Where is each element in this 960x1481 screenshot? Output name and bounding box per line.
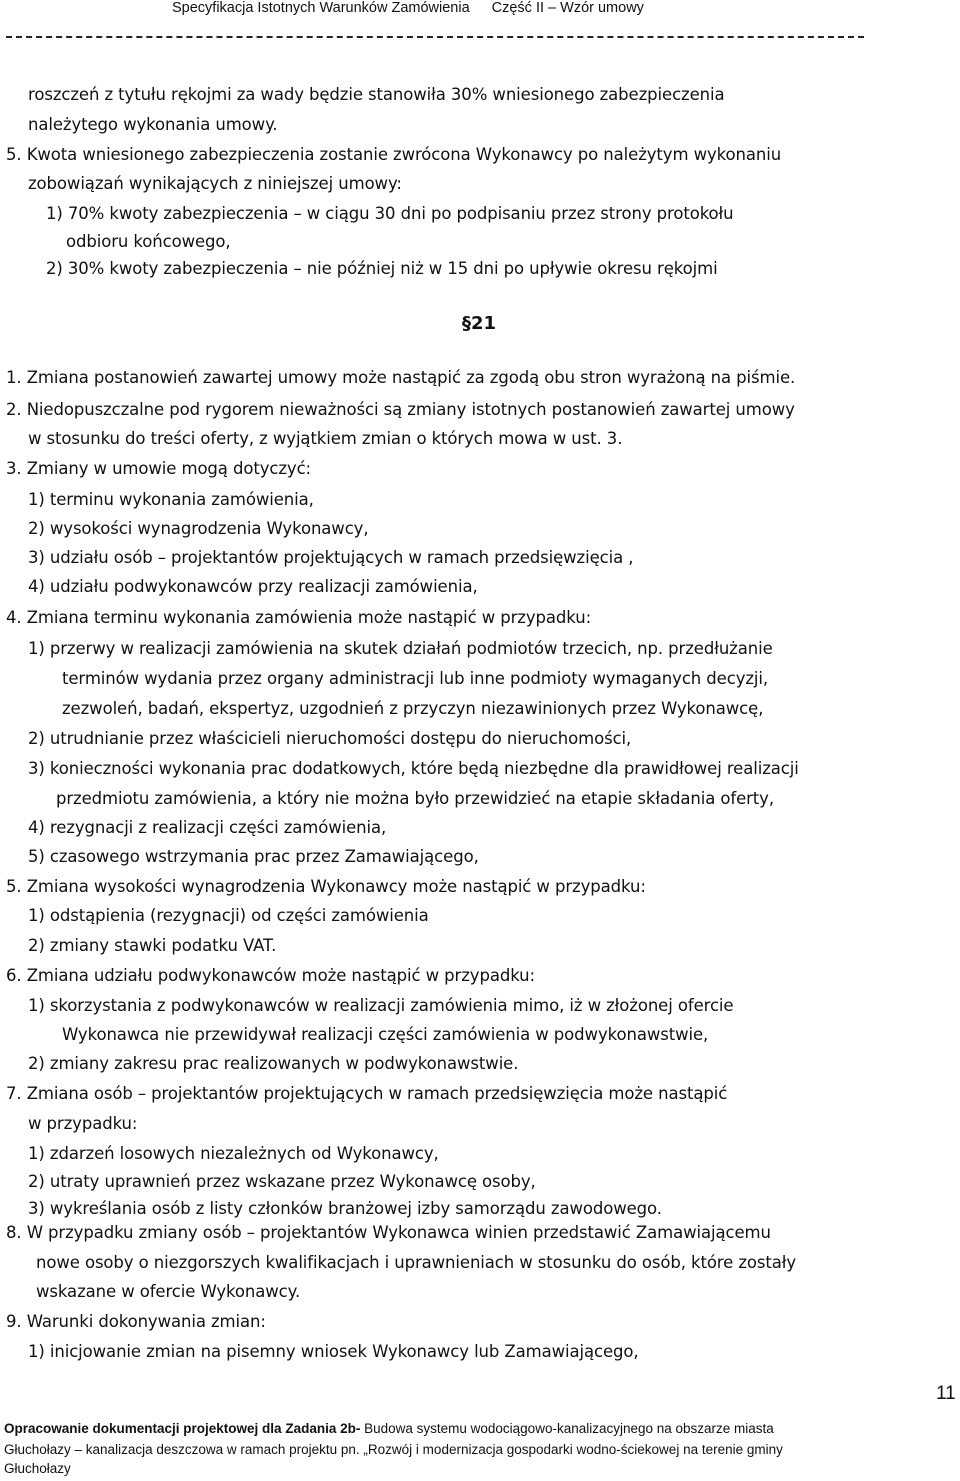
text-line: terminów wydania przez organy administracji lub inne podmioty wymaganych decyzji, xyxy=(62,669,769,688)
page-number: 11 xyxy=(936,1383,956,1404)
text-line: 8. W przypadku zmiany osób – projektantów Wykonawca winien przedstawić Zamawiającemu xyxy=(6,1223,771,1242)
section-number: §21 xyxy=(462,313,497,334)
text-line: 1) skorzystania z podwykonawców w realizacji zamówienia mimo, iż w złożonej ofercie xyxy=(28,996,734,1015)
text-line: Wykonawca nie przewidywał realizacji części zamówienia w podwykonawstwie, xyxy=(62,1025,709,1044)
text-line: odbioru końcowego, xyxy=(66,232,231,251)
text-line: 2) wysokości wynagrodzenia Wykonawcy, xyxy=(28,519,369,538)
text-line: 5) czasowego wstrzymania prac przez Zamawiającego, xyxy=(28,847,479,866)
text-line: 9. Warunki dokonywania zmian: xyxy=(6,1312,266,1331)
text-line: 1) 70% kwoty zabezpieczenia – w ciągu 30 dni po podpisaniu przez strony protokołu xyxy=(46,204,734,223)
text-line: 1) inicjowanie zmian na pisemny wniosek Wykonawcy lub Zamawiającego, xyxy=(28,1342,639,1361)
text-line: 1) odstąpienia (rezygnacji) od części zamówienia xyxy=(28,906,429,925)
footer-project-title: Opracowanie dokumentacji projektowej dla Zadania 2b- xyxy=(4,1421,361,1436)
text-line: 2) 30% kwoty zabezpieczenia – nie później niż w 15 dni po upływie okresu rękojmi xyxy=(46,259,718,278)
text-line: 3. Zmiany w umowie mogą dotyczyć: xyxy=(6,459,311,478)
text-line: przedmiotu zamówienia, a który nie można było przewidzieć na etapie składania oferty, xyxy=(56,789,774,808)
text-line: 1) zdarzeń losowych niezależnych od Wykonawcy, xyxy=(28,1144,439,1163)
text-line: nowe osoby o niezgorszych kwalifikacjach i uprawnieniach w stosunku do osób, które zostały xyxy=(36,1253,797,1272)
header-title: Specyfikacja Istotnych Warunków Zamówienia xyxy=(172,0,470,16)
text-line: w przypadku: xyxy=(28,1114,138,1133)
text-line: 6. Zmiana udziału podwykonawców może nastąpić w przypadku: xyxy=(6,966,535,985)
text-line: 5. Zmiana wysokości wynagrodzenia Wykonawcy może nastąpić w przypadku: xyxy=(6,877,646,896)
text-line: w stosunku do treści oferty, z wyjątkiem zmian o których mowa w ust. 3. xyxy=(28,429,623,448)
text-line: 3) wykreślania osób z listy członków branżowej izby samorządu zawodowego. xyxy=(28,1199,662,1218)
text-line: 3) udziału osób – projektantów projektujących w ramach przedsięwzięcia , xyxy=(28,548,634,567)
text-line: należytego wykonania umowy. xyxy=(28,115,278,134)
text-line: 2) zmiany stawki podatku VAT. xyxy=(28,936,277,955)
footer-line-2: Głuchołazy – kanalizacja deszczowa w ramach projektu pn. „Rozwój i modernizacja gospodarki wodno-ściekowej na terenie gminy xyxy=(4,1442,783,1457)
text-line: 2) zmiany zakresu prac realizowanych w podwykonawstwie. xyxy=(28,1054,519,1073)
header-part: Część II – Wzór umowy xyxy=(491,0,644,16)
text-line: 4) udziału podwykonawców przy realizacji zamówienia, xyxy=(28,577,478,596)
text-line: 2. Niedopuszczalne pod rygorem nieważności są zmiany istotnych postanowień zawartej umowy xyxy=(6,400,795,419)
text-line: 4. Zmiana terminu wykonania zamówienia może nastąpić w przypadku: xyxy=(6,608,592,627)
text-line: 2) utrudnianie przez właścicieli nieruchomości dostępu do nieruchomości, xyxy=(28,729,632,748)
text-line: roszczeń z tytułu rękojmi za wady będzie stanowiła 30% wniesionego zabezpieczenia xyxy=(28,85,725,104)
footer-line-1 xyxy=(4,1419,774,1439)
text-line: zobowiązań wynikających z niniejszej umowy: xyxy=(28,174,402,193)
footer-line-1-text: Budowa systemu wodociągowo-kanalizacyjnego na obszarze miasta xyxy=(360,1421,774,1436)
text-line: 1) terminu wykonania zamówienia, xyxy=(28,490,314,509)
text-line: wskazane w ofercie Wykonawcy. xyxy=(36,1282,301,1301)
text-line: 3) konieczności wykonania prac dodatkowych, które będą niezbędne dla prawidłowej realizacji xyxy=(28,759,799,778)
text-line: 1) przerwy w realizacji zamówienia na skutek działań podmiotów trzecich, np. przedłużanie xyxy=(28,639,773,658)
text-line: 2) utraty uprawnień przez wskazane przez Wykonawcę osoby, xyxy=(28,1172,536,1191)
header-rule xyxy=(6,36,864,38)
text-line: 5. Kwota wniesionego zabezpieczenia zostanie zwrócona Wykonawcy po należytym wykonaniu xyxy=(6,145,782,164)
text-line: 7. Zmiana osób – projektantów projektujących w ramach przedsięwzięcia może nastąpić xyxy=(6,1084,728,1103)
text-line: 1. Zmiana postanowień zawartej umowy może nastąpić za zgodą obu stron wyrażoną na piśmie. xyxy=(6,368,796,387)
text-line: 4) rezygnacji z realizacji części zamówienia, xyxy=(28,818,387,837)
page-header xyxy=(172,0,692,17)
text-line: zezwoleń, badań, ekspertyz, uzgodnień z przyczyn niezawinionych przez Wykonawcę, xyxy=(62,699,764,718)
footer-line-3: Głuchołazy xyxy=(4,1461,71,1476)
